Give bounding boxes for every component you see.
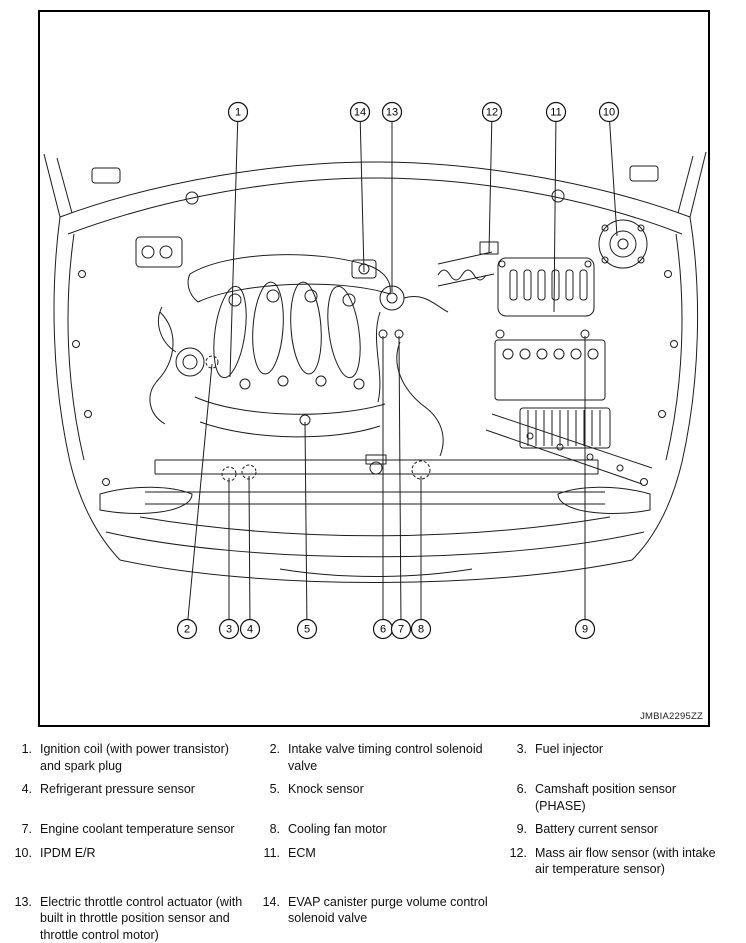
callout-4 (241, 620, 260, 639)
svg-text:12: 12 (486, 107, 498, 119)
callout-3 (220, 620, 239, 639)
legend-item (10, 741, 258, 774)
legend-item (258, 821, 505, 838)
legend-item (10, 821, 258, 838)
callout-1 (229, 103, 248, 122)
legend-item-label: Ignition coil (with power transistor) and spark plug (40, 741, 244, 774)
legend-item-label: Engine coolant temperature sensor (40, 821, 244, 838)
callout-11 (547, 103, 566, 122)
svg-text:7: 7 (398, 624, 404, 636)
svg-text:6: 6 (380, 624, 386, 636)
leader-line-2 (187, 364, 212, 629)
legend-item-number: 8. (258, 821, 280, 838)
legend-item (10, 845, 258, 878)
legend-item-number: 13. (10, 894, 32, 911)
svg-text:9: 9 (582, 624, 588, 636)
callout-12 (483, 103, 502, 122)
svg-text:3: 3 (226, 624, 232, 636)
figure-frame (38, 10, 710, 727)
callout-5 (298, 620, 317, 639)
svg-text:4: 4 (247, 624, 253, 636)
leader-line-7 (399, 336, 401, 629)
legend-item-label: Knock sensor (288, 781, 491, 798)
callout-9 (576, 620, 595, 639)
legend-item-label: Intake valve timing control solenoid valve (288, 741, 491, 774)
legend (10, 741, 738, 943)
leader-line-14 (360, 112, 364, 272)
engine-compartment-illustration (40, 12, 708, 725)
svg-text:5: 5 (304, 624, 310, 636)
legend-item (10, 894, 258, 943)
callout-14 (351, 103, 370, 122)
callout-8 (412, 620, 431, 639)
legend-item (505, 741, 738, 774)
legend-item-number: 6. (505, 781, 527, 798)
legend-item-label: EVAP canister purge volume control solenoid valve (288, 894, 491, 927)
legend-item-label: Mass air flow sensor (with intake air temperature sensor) (535, 845, 724, 878)
callout-leader-lines (187, 112, 617, 629)
legend-item-label: Electric throttle control actuator (with built in throttle position sensor and throttle control motor) (40, 894, 244, 943)
legend-item-label: Camshaft position sensor (PHASE) (535, 781, 724, 814)
legend-item-number: 11. (258, 845, 280, 862)
legend-item (258, 741, 505, 774)
legend-item-number: 5. (258, 781, 280, 798)
legend-item-label: ECM (288, 845, 491, 862)
svg-text:14: 14 (354, 107, 366, 119)
legend-item-number: 7. (10, 821, 32, 838)
legend-item-label: Refrigerant pressure sensor (40, 781, 244, 798)
svg-text:11: 11 (550, 107, 561, 119)
legend-item-number: 1. (10, 741, 32, 758)
svg-text:2: 2 (184, 624, 190, 636)
legend-item-label: Fuel injector (535, 741, 724, 758)
leader-line-1 (230, 112, 238, 377)
leader-line-12 (489, 112, 492, 252)
svg-text:8: 8 (418, 624, 424, 636)
callout-2 (178, 620, 197, 639)
callout-7 (392, 620, 411, 639)
legend-item (505, 781, 738, 814)
legend-item-label: IPDM E/R (40, 845, 244, 862)
legend-item (258, 845, 505, 878)
legend-item (258, 894, 505, 943)
legend-item-number: 12. (505, 845, 527, 862)
engine-bay-line-art (44, 152, 706, 583)
svg-text:1: 1 (235, 107, 241, 119)
callout-6 (374, 620, 393, 639)
legend-item-number: 14. (258, 894, 280, 911)
legend-item-number: 10. (10, 845, 32, 862)
legend-item-label: Battery current sensor (535, 821, 724, 838)
legend-item-number: 3. (505, 741, 527, 758)
leader-line-5 (305, 422, 307, 629)
legend-item-number: 2. (258, 741, 280, 758)
leader-line-11 (554, 112, 556, 312)
svg-text:10: 10 (603, 107, 615, 119)
leader-line-4 (249, 476, 250, 629)
figure-watermark: JMBIA2295ZZ (640, 711, 703, 722)
callout-13 (383, 103, 402, 122)
legend-item (258, 781, 505, 814)
leader-line-10 (609, 112, 617, 236)
legend-item-label: Cooling fan motor (288, 821, 491, 838)
legend-item-number: 9. (505, 821, 527, 838)
legend-item (505, 821, 738, 838)
legend-item (10, 781, 258, 814)
legend-item (505, 845, 738, 878)
callout-10 (600, 103, 619, 122)
legend-item-number: 4. (10, 781, 32, 798)
svg-text:13: 13 (386, 107, 398, 119)
